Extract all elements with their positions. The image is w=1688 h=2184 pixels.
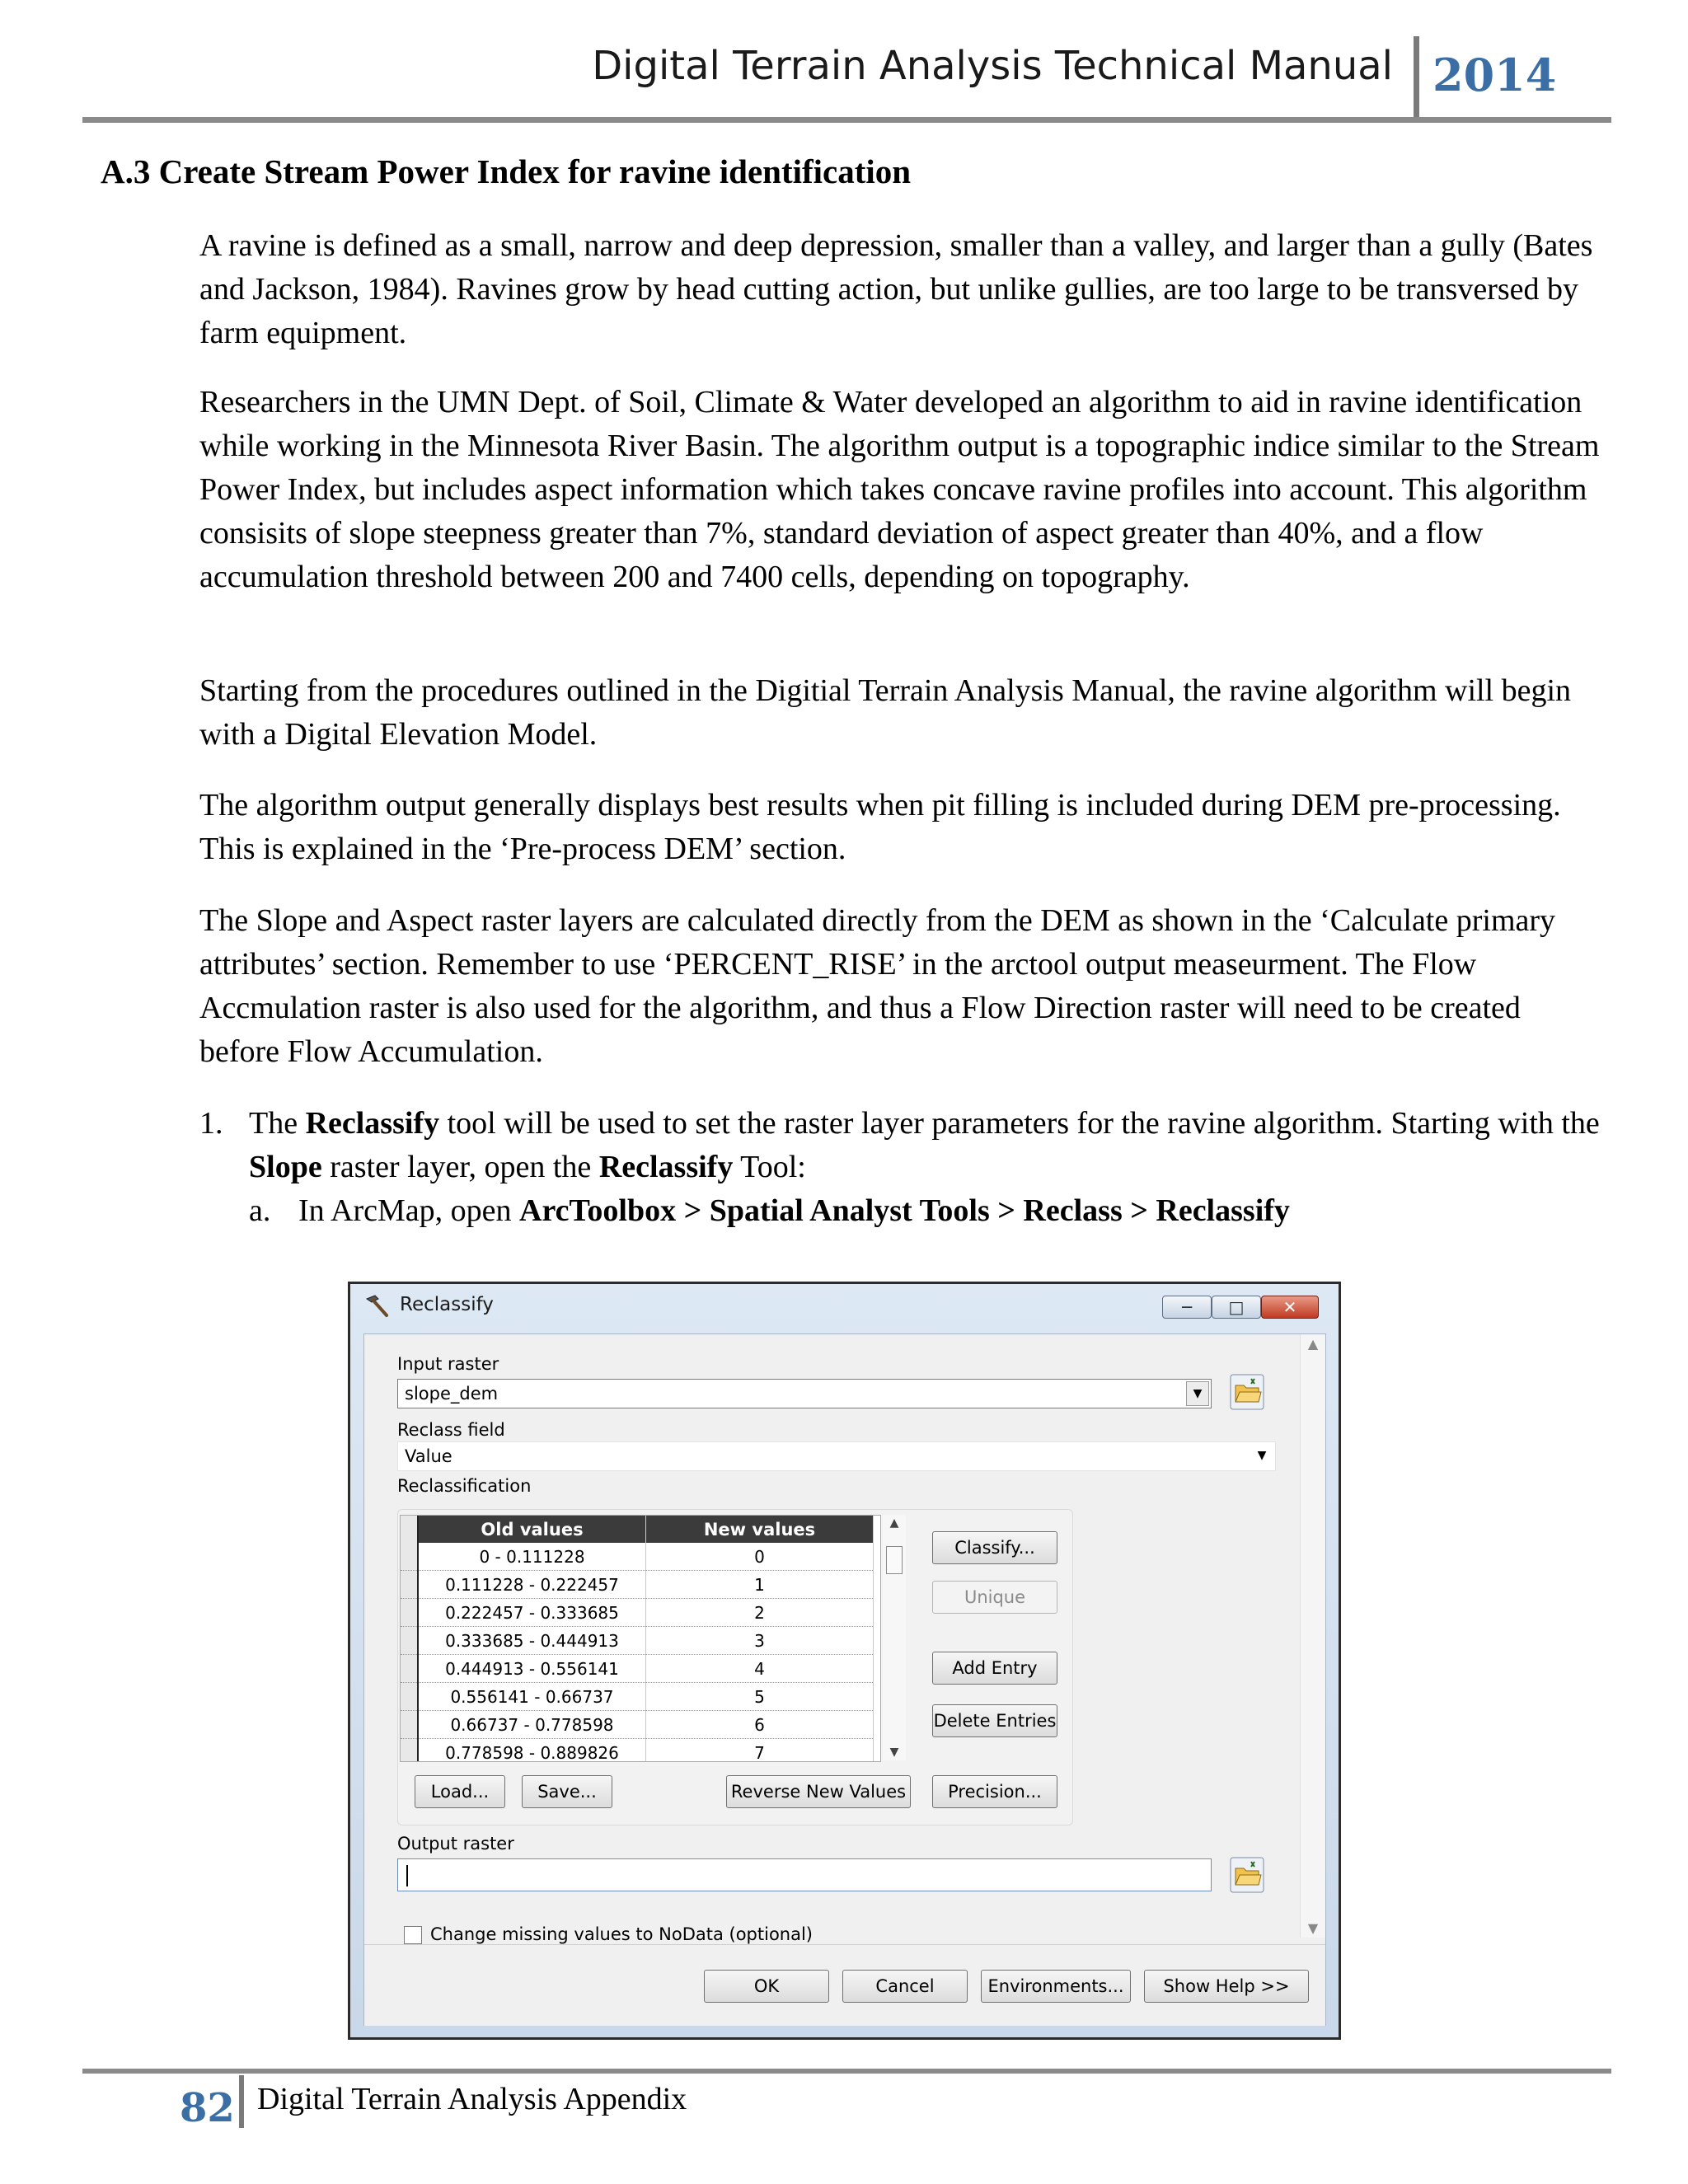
old-value-cell[interactable]: 0.444913 - 0.556141 — [418, 1655, 646, 1683]
environments-button[interactable]: Environments... — [981, 1970, 1131, 2003]
maximize-icon: □ — [1228, 1297, 1245, 1317]
table-row[interactable] — [401, 1571, 874, 1599]
row-selector-header — [401, 1516, 418, 1543]
new-value-cell[interactable]: 4 — [646, 1655, 874, 1683]
row-selector[interactable] — [401, 1711, 418, 1739]
scroll-up-icon[interactable]: ▲ — [889, 1516, 899, 1530]
step-1a-menu-path: ArcToolbox > Spatial Analyst Tools > Reclass > Reclassify — [519, 1193, 1290, 1228]
step-1a-text — [298, 1189, 1290, 1233]
close-icon: ✕ — [1282, 1297, 1297, 1317]
table-row[interactable] — [401, 1683, 874, 1711]
output-raster-label: Output raster — [397, 1834, 514, 1854]
old-value-cell[interactable]: 0.111228 - 0.222457 — [418, 1571, 646, 1599]
old-value-cell[interactable]: 0 - 0.111228 — [418, 1543, 646, 1571]
ok-button[interactable]: OK — [704, 1970, 829, 2003]
column-header-old-values[interactable]: Old values — [418, 1516, 646, 1543]
scroll-up-icon[interactable]: ▲ — [1307, 1336, 1319, 1352]
table-row[interactable] — [401, 1655, 874, 1683]
dialog-titlebar[interactable] — [350, 1284, 1339, 1327]
table-scrollbar[interactable] — [883, 1515, 906, 1760]
input-raster-select[interactable] — [397, 1379, 1212, 1408]
row-selector[interactable] — [401, 1683, 418, 1711]
row-selector[interactable] — [401, 1599, 418, 1627]
dialog-scrollbar[interactable] — [1300, 1334, 1325, 1938]
show-help-button[interactable]: Show Help >> — [1144, 1970, 1309, 2003]
step-1-text-part: The — [249, 1106, 306, 1141]
paragraph-starting: Starting from the procedures outlined in the Digitial Terrain Analysis Manual, the ravine algorithm will begin with a Digital Elevation Model. — [199, 673, 1572, 752]
minimize-icon: ─ — [1181, 1297, 1193, 1317]
row-selector[interactable] — [401, 1543, 418, 1571]
table-row[interactable] — [401, 1627, 874, 1655]
step-1a-text-part: In ArcMap, open — [298, 1193, 520, 1228]
old-value-cell[interactable]: 0.556141 - 0.66737 — [418, 1683, 646, 1711]
unique-button[interactable]: Unique — [932, 1581, 1057, 1614]
input-raster-label: Input raster — [397, 1354, 499, 1374]
reclass-field-select[interactable] — [397, 1441, 1276, 1471]
hammer-icon — [363, 1292, 390, 1319]
nodata-checkbox-label[interactable]: Change missing values to NoData (optional) — [430, 1924, 813, 1944]
old-value-cell[interactable]: 0.778598 - 0.889826 — [418, 1739, 646, 1763]
footer-divider — [239, 2075, 244, 2128]
table-row[interactable] — [401, 1711, 874, 1739]
row-selector[interactable] — [401, 1571, 418, 1599]
paragraph-algorithm: Researchers in the UMN Dept. of Soil, Climate & Water developed an algorithm to aid in ravine identification while working in the Minnesota River Basin. The algorithm output is a topographic indice similar to the Stream Power Index, but includes aspect information which takes concave ravine profiles into account. This algorithm consisits of slope steepness greater than 7%, standard deviation of aspect greater than 40%, and a flow accumulation threshold between 200 and 7400 cells, depending on topography. — [199, 385, 1600, 594]
reclassification-label: Reclassification — [397, 1476, 532, 1496]
step-1-number: 1. — [199, 1106, 223, 1141]
minimize-button[interactable] — [1162, 1296, 1212, 1319]
open-folder-icon[interactable] — [1230, 1374, 1264, 1410]
save-button[interactable]: Save... — [522, 1775, 612, 1808]
old-value-cell[interactable]: 0.333685 - 0.444913 — [418, 1627, 646, 1655]
text-caret — [406, 1865, 408, 1886]
new-value-cell[interactable]: 6 — [646, 1711, 874, 1739]
old-value-cell[interactable]: 0.66737 - 0.778598 — [418, 1711, 646, 1739]
dialog-title: Reclassify — [400, 1294, 494, 1315]
reclassify-dialog — [348, 1282, 1341, 2040]
new-value-cell[interactable]: 7 — [646, 1739, 874, 1763]
delete-entries-button[interactable]: Delete Entries — [932, 1704, 1057, 1737]
new-value-cell[interactable]: 3 — [646, 1627, 874, 1655]
precision-button[interactable]: Precision... — [932, 1775, 1057, 1808]
column-header-new-values[interactable]: New values — [646, 1516, 874, 1543]
step-1-bold-slope: Slope — [249, 1150, 322, 1184]
running-header-title: Digital Terrain Analysis Technical Manual — [592, 43, 1393, 89]
new-value-cell[interactable]: 0 — [646, 1543, 874, 1571]
close-button[interactable] — [1261, 1296, 1319, 1319]
reclass-table[interactable] — [400, 1515, 881, 1762]
open-folder-icon[interactable] — [1230, 1857, 1264, 1893]
row-selector[interactable] — [401, 1655, 418, 1683]
reclass-field-value: Value — [405, 1446, 452, 1466]
page-number: 82 — [180, 2085, 235, 2131]
scroll-down-icon[interactable]: ▼ — [1307, 1920, 1319, 1936]
paragraph-pit-filling: The algorithm output generally displays best results when pit filling is included during DEM pre-processing. This is explained in the ‘Pre-process DEM’ section. — [199, 788, 1561, 866]
input-raster-value: slope_dem — [405, 1384, 499, 1404]
step-1-text-part: tool will be used to set the raster layer parameters for the ravine algorithm. Starting with the — [439, 1106, 1600, 1141]
step-1-bold-reclassify-2: Reclassify — [598, 1150, 734, 1184]
load-button[interactable]: Load... — [415, 1775, 505, 1808]
reclass-field-label: Reclass field — [397, 1420, 505, 1440]
classify-button[interactable]: Classify... — [932, 1531, 1057, 1564]
step-1-text — [249, 1102, 1609, 1189]
step-1-text-part: raster layer, open the — [321, 1150, 599, 1184]
add-entry-button[interactable]: Add Entry — [932, 1652, 1057, 1685]
table-row[interactable] — [401, 1739, 874, 1763]
step-1-bold-reclassify: Reclassify — [305, 1106, 440, 1141]
table-header-row — [401, 1516, 874, 1543]
row-selector[interactable] — [401, 1627, 418, 1655]
old-value-cell[interactable]: 0.222457 - 0.333685 — [418, 1599, 646, 1627]
header-divider — [1414, 36, 1419, 119]
output-raster-input[interactable] — [397, 1858, 1212, 1891]
step-1-text-part: Tool: — [733, 1150, 806, 1184]
dialog-client-area — [363, 1333, 1326, 2026]
footer-rule — [82, 2069, 1611, 2074]
cancel-button[interactable]: Cancel — [842, 1970, 968, 2003]
new-value-cell[interactable]: 1 — [646, 1571, 874, 1599]
dropdown-arrow-icon[interactable]: ▼ — [1186, 1381, 1209, 1406]
row-selector[interactable] — [401, 1739, 418, 1763]
dropdown-arrow-icon[interactable]: ▼ — [1257, 1449, 1267, 1462]
table-row[interactable] — [401, 1599, 874, 1627]
dialog-button-strip — [364, 1944, 1325, 2026]
section-title: A.3 Create Stream Power Index for ravine identification — [101, 152, 912, 190]
paragraph-ravine-definition: A ravine is defined as a small, narrow and deep depression, smaller than a valley, and larger than a gully (Bates and Jackson, 1984). Ravines grow by head cutting action, but unlike gullies, are too large to be transversed by farm equipment. — [199, 228, 1593, 350]
reclassification-group — [397, 1509, 1073, 1825]
scroll-down-icon[interactable]: ▼ — [889, 1746, 899, 1759]
maximize-button[interactable] — [1212, 1296, 1261, 1319]
table-row[interactable] — [401, 1543, 874, 1571]
scroll-thumb[interactable] — [886, 1546, 903, 1574]
step-1a-number: a. — [249, 1193, 271, 1228]
nodata-checkbox[interactable] — [404, 1926, 422, 1944]
header-rule — [82, 117, 1611, 123]
footer-title: Digital Terrain Analysis Appendix — [257, 2082, 687, 2116]
new-value-cell[interactable]: 2 — [646, 1599, 874, 1627]
reverse-new-values-button[interactable]: Reverse New Values — [726, 1775, 911, 1808]
running-header-year: 2014 — [1432, 49, 1557, 101]
new-value-cell[interactable]: 5 — [646, 1683, 874, 1711]
paragraph-slope-aspect: The Slope and Aspect raster layers are calculated directly from the DEM as shown in the ‘Calculate primary attributes’ section. Remember to use ‘PERCENT_RISE’ in the arctool output measeurment. The Flow Accmulation raster is also used for the algorithm, and thus a Flow Direction raster will need to be created before Flow Accumulation. — [199, 903, 1556, 1069]
